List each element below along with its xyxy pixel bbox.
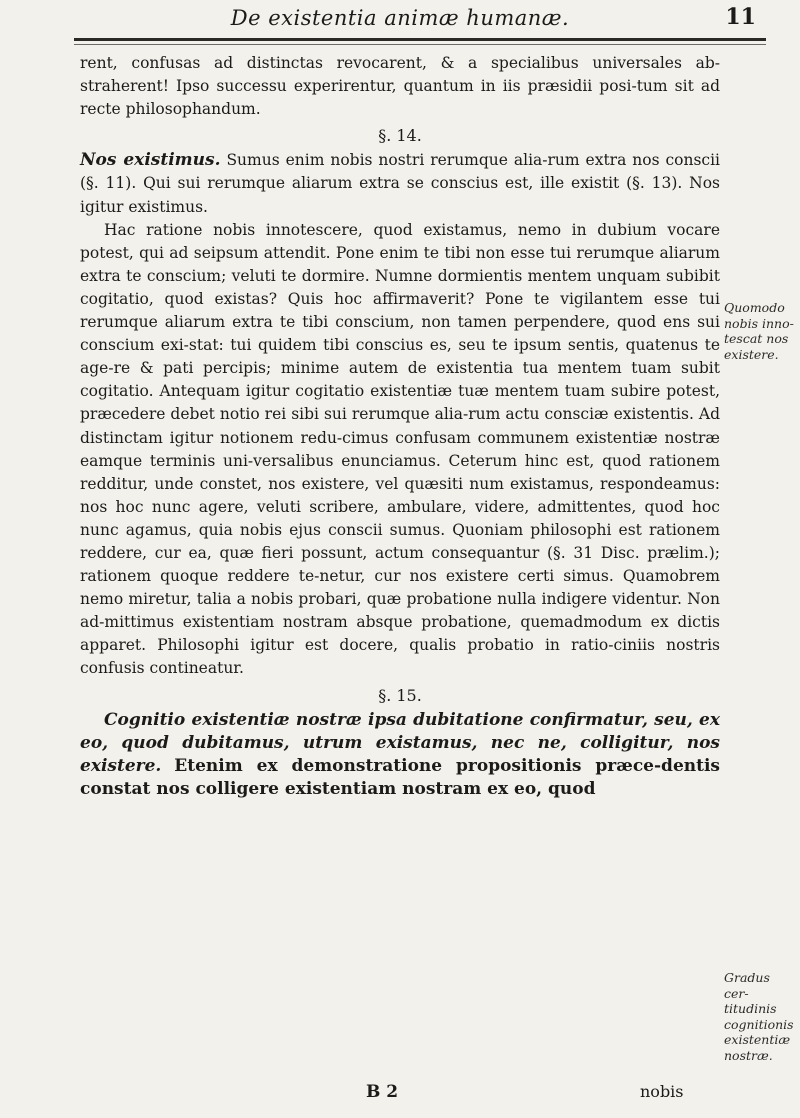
margin-note-15: Gradus cer-titudinis cognitionis existentiæ nostræ. [724,970,794,1063]
signature-mark: B 2 [366,1082,399,1102]
header-rule [74,38,766,41]
catchword: nobis [640,1082,684,1101]
paragraph-14-body: Hac ratione nobis innotescere, quod existamus, nemo in dubium vocare potest, qui ad seipsum attendit. Pone enim te tibi non esse tui rerumque aliarum extra te conscium; veluti te dormire. Numne dormientis mentem unquam subibit cogitatio, quod existas? Quis hoc affirmaverit? Pone te vigilantem esse tui rerumque aliarum extra te tibi conscium, non tamen perpendere, quod ens sui conscium exi-stat: tui quidem tibi conscius es, seu te ipsum sentis, quatenus te age-re & pati percipis; minime autem de existentia tua mentem tuam subit cogitatio. Antequam igitur cogitatio existentiæ tuæ mentem tuam subire potest, præcedere debet notio rei sibi sui rerumque alia-rum actu consciæ existentis. Ad distinctam igitur notionem redu-cimus confusam communem existentiæ nostræ eamque terminis uni-versalibus enunciamus. Ceterum hinc est, quod rationem redditur, unde constet, nos existere, vel quæsiti num existamus, respondeamus: nos hoc nunc agere, veluti scribere, ambulare, videre, admittentes, quod hoc nunc agamus, quia nobis ejus conscii sumus. Quoniam philosophi est rationem reddere, cur ea, quæ fieri possunt, actum consequantur (§. 31 Disc. prælim.); rationem quoque reddere te-netur, cur nos existere certi simus. Quamobrem nemo miretur, talia a nobis probari, quæ probatione nulla indigere videntur. Non ad-mittimus existentiam nostram absque probatione, quemadmodum ex dictis apparet. Philosophi igitur est docere, qualis probatio in ratio-ciniis nostris confusis contineatur. [80,220,720,678]
paragraph-14-lead [80,149,720,218]
running-head: De existentia animæ humanæ. [230,6,570,30]
section-number-15: §. 15. [378,685,422,705]
page-number: 11 [725,4,756,30]
paragraph-opening: rent, confusas ad distinctas revocarent, & a specialibus universales ab-straherent! Ipso successu experirentur, quantum in iis præsidii posi-tum sit ad recte philosophandum. [80,54,720,119]
margin-note-14: Quomodo nobis inno-tescat nos existere. [724,300,794,362]
paragraph-15-lead [80,709,720,801]
main-text-column [80,52,720,801]
section-number-14: §. 14. [378,126,422,146]
lead-phrase-15: Cognitio existentiæ nostræ ipsa dubitatione confirmatur, seu, ex eo, quod dubitamus, utrum existamus, nec ne, colligitur, nos existere. [80,709,720,776]
lead-phrase-14: Nos existimus. [80,150,221,171]
paragraph-14-text: Sumus enim nobis nostri rerumque alia-rum extra nos conscii (§. 11). Qui sui rerumque aliarum extra se conscius est, ille existit (§. 13). Nos igitur existimus. [80,151,720,216]
paragraph-15-text: Etenim ex demonstratione propositionis præce-dentis constat nos colligere existentiam nostram ex eo, quod [80,755,720,799]
header-rule-thin [74,44,766,45]
